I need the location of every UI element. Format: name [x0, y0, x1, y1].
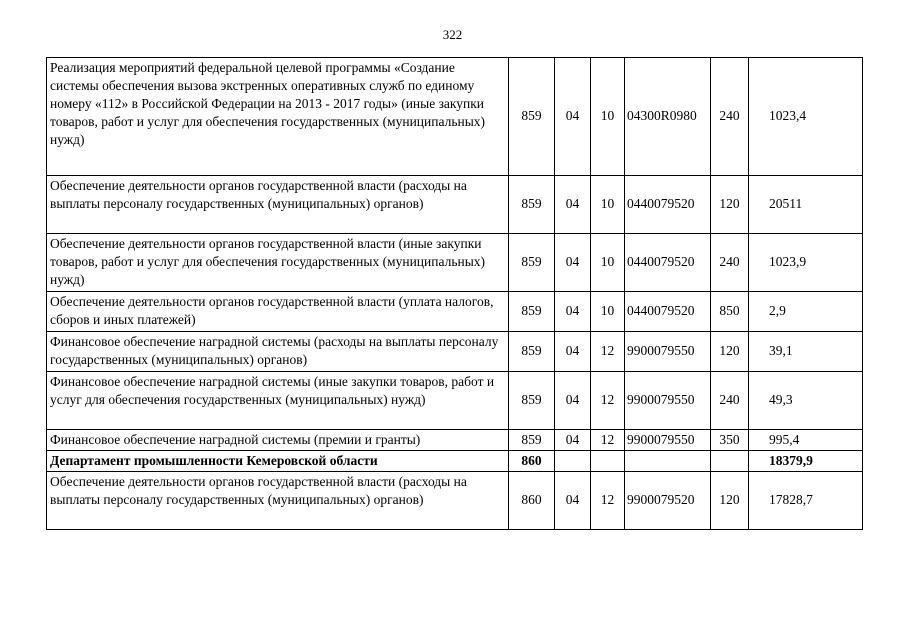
row-name-cell: Обеспечение деятельности органов государственной власти (расходы на выплаты персоналу государственных (муниципальных) органов) — [47, 472, 509, 530]
row-vr-cell: 120 — [711, 176, 749, 234]
table-row — [47, 292, 863, 332]
row-name-cell: Обеспечение деятельности органов государственной власти (уплата налогов, сборов и иных платежей) — [47, 292, 509, 332]
row-pr-cell: 12 — [591, 430, 625, 451]
row-ved-cell: 859 — [509, 292, 555, 332]
row-pr-cell — [591, 451, 625, 472]
row-csr-cell: 04300R0980 — [625, 58, 711, 176]
row-vr-cell: 850 — [711, 292, 749, 332]
row-csr-cell: 0440079520 — [625, 176, 711, 234]
table-row — [47, 472, 863, 530]
row-pr-cell: 10 — [591, 176, 625, 234]
row-vr-cell: 240 — [711, 234, 749, 292]
row-amount-cell: 20511 — [749, 176, 863, 234]
row-rz-cell: 04 — [555, 472, 591, 530]
row-rz-cell: 04 — [555, 58, 591, 176]
row-rz-cell: 04 — [555, 176, 591, 234]
row-name-cell: Реализация мероприятий федеральной целевой программы «Создание системы обеспечения вызова экстренных оперативных служб по единому номеру «112» в Российской Федерации на 2013 - 2017 годы» (иные закупки товаров, работ и услуг для обеспечения государственных (муниципальных) нужд) — [47, 58, 509, 176]
row-rz-cell — [555, 451, 591, 472]
row-amount-cell: 995,4 — [749, 430, 863, 451]
row-vr-cell — [711, 451, 749, 472]
row-name-cell: Финансовое обеспечение наградной системы (иные закупки товаров, работ и услуг для обеспечения государственных (муниципальных) нужд) — [47, 372, 509, 430]
row-name-cell: Финансовое обеспечение наградной системы (расходы на выплаты персоналу государственных (муниципальных) органов) — [47, 332, 509, 372]
row-csr-cell: 9900079520 — [625, 472, 711, 530]
row-rz-cell: 04 — [555, 292, 591, 332]
row-amount-cell: 18379,9 — [749, 451, 863, 472]
table-row — [47, 430, 863, 451]
row-pr-cell: 12 — [591, 472, 625, 530]
table-row — [47, 58, 863, 176]
page-number: 322 — [442, 27, 463, 42]
row-name-cell: Финансовое обеспечение наградной системы (премии и гранты) — [47, 430, 509, 451]
row-amount-cell: 49,3 — [749, 372, 863, 430]
row-vr-cell: 240 — [711, 372, 749, 430]
row-vr-cell: 120 — [711, 472, 749, 530]
row-ved-cell: 859 — [509, 430, 555, 451]
row-pr-cell: 10 — [591, 292, 625, 332]
row-name-cell: Обеспечение деятельности органов государственной власти (расходы на выплаты персоналу государственных (муниципальных) органов) — [47, 176, 509, 234]
row-vr-cell: 240 — [711, 58, 749, 176]
row-ved-cell: 860 — [509, 472, 555, 530]
row-vr-cell: 350 — [711, 430, 749, 451]
row-pr-cell: 10 — [591, 234, 625, 292]
row-name-cell: Обеспечение деятельности органов государственной власти (иные закупки товаров, работ и услуг для обеспечения государственных (муниципальных) нужд) — [47, 234, 509, 292]
row-ved-cell: 859 — [509, 234, 555, 292]
row-amount-cell: 1023,9 — [749, 234, 863, 292]
table-row — [47, 332, 863, 372]
row-rz-cell: 04 — [555, 372, 591, 430]
row-csr-cell: 0440079520 — [625, 292, 711, 332]
row-pr-cell: 12 — [591, 332, 625, 372]
row-csr-cell: 0440079520 — [625, 234, 711, 292]
row-amount-cell: 39,1 — [749, 332, 863, 372]
row-vr-cell: 120 — [711, 332, 749, 372]
row-rz-cell: 04 — [555, 430, 591, 451]
row-rz-cell: 04 — [555, 332, 591, 372]
row-pr-cell: 12 — [591, 372, 625, 430]
table-row — [47, 372, 863, 430]
row-amount-cell: 17828,7 — [749, 472, 863, 530]
row-csr-cell: 9900079550 — [625, 332, 711, 372]
budget-table — [46, 57, 863, 530]
row-pr-cell: 10 — [591, 58, 625, 176]
row-ved-cell: 860 — [509, 451, 555, 472]
row-ved-cell: 859 — [509, 58, 555, 176]
row-csr-cell — [625, 451, 711, 472]
row-name-cell: Департамент промышленности Кемеровской области — [47, 451, 509, 472]
row-amount-cell: 2,9 — [749, 292, 863, 332]
table-row — [47, 234, 863, 292]
row-ved-cell: 859 — [509, 176, 555, 234]
row-rz-cell: 04 — [555, 234, 591, 292]
row-csr-cell: 9900079550 — [625, 430, 711, 451]
table-row — [47, 451, 863, 472]
row-amount-cell: 1023,4 — [749, 58, 863, 176]
row-csr-cell: 9900079550 — [625, 372, 711, 430]
row-ved-cell: 859 — [509, 332, 555, 372]
table-row — [47, 176, 863, 234]
row-ved-cell: 859 — [509, 372, 555, 430]
